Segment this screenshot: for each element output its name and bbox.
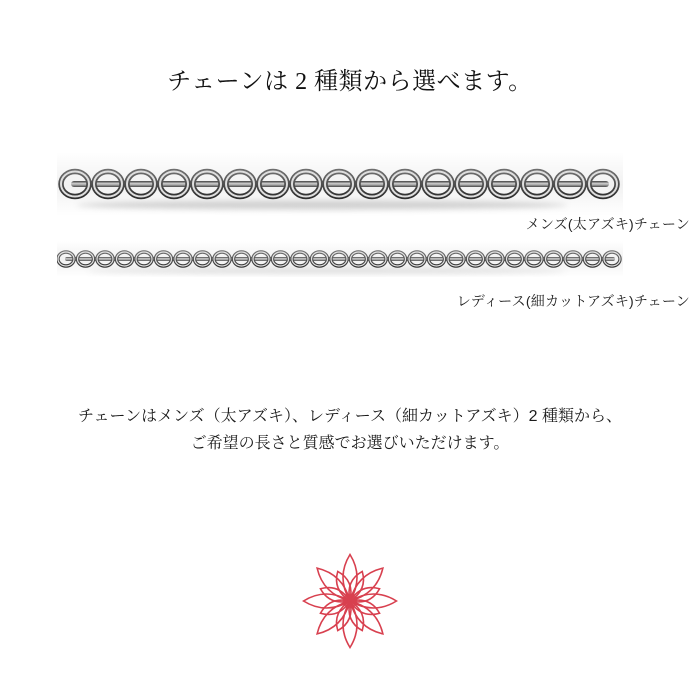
page-title: チェーンは 2 種類から選べます。 xyxy=(167,69,533,95)
thin-azuki-chain-graphic xyxy=(57,241,623,277)
description-line-2: ご希望の長さと質感でお選びいただけます。 xyxy=(190,435,510,452)
chain-connector-bar xyxy=(71,181,609,187)
chain-shadow xyxy=(77,201,567,210)
description-text xyxy=(0,403,700,457)
chain-shadow xyxy=(87,268,567,274)
thick-azuki-chain-graphic xyxy=(57,152,623,216)
inner-petals xyxy=(318,569,382,633)
ladies-chain-image xyxy=(57,241,623,277)
lotus-flower-icon xyxy=(298,549,402,653)
description-line-1: チェーンはメンズ（太アズキ）、レディース（細カットアズキ）2 種類から、 xyxy=(77,408,623,425)
chain-connector-bar xyxy=(65,257,615,261)
mens-chain-image xyxy=(57,152,623,216)
mens-chain-label: メンズ(太アズキ)チェーン xyxy=(525,216,690,232)
ladies-chain-label: レディース(細カットアズキ)チェーン xyxy=(456,293,690,309)
